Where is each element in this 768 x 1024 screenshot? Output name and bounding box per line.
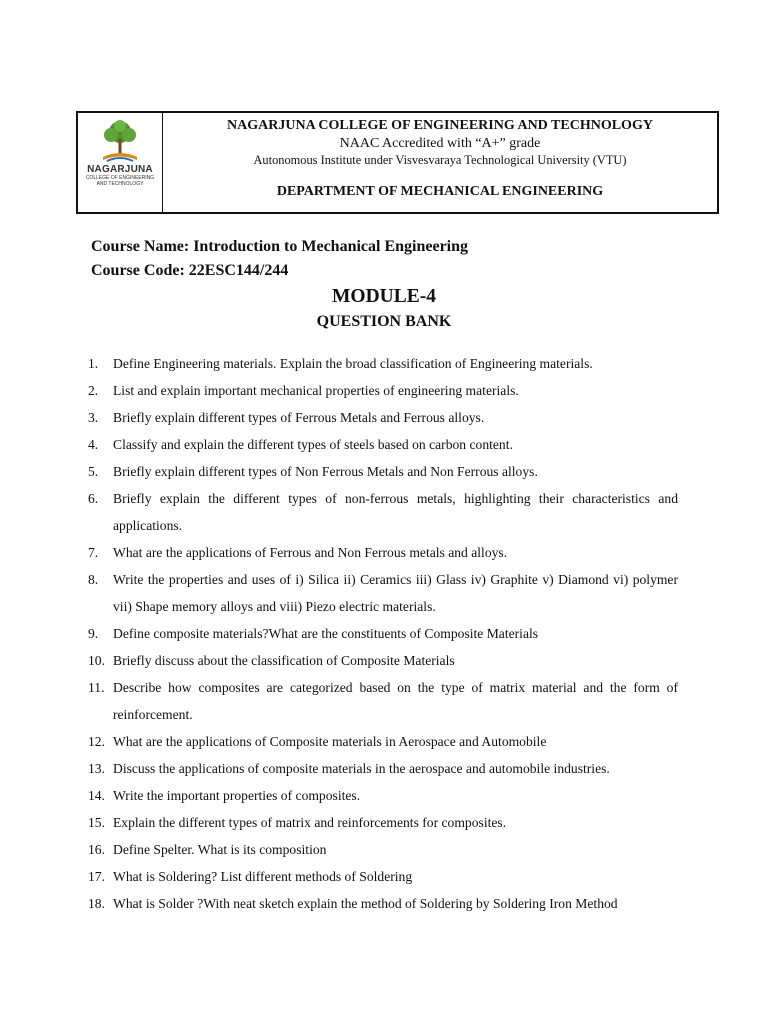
logo-wordmark: NAGARJUNA [87,164,153,175]
question-text: What are the applications of Ferrous and Non Ferrous metals and alloys. [113,545,508,560]
department-name: DEPARTMENT OF MECHANICAL ENGINEERING [276,184,604,199]
question-text: Briefly explain the different types of non-ferrous metals, highlighting their characteristics and applications. [113,491,678,533]
question-list [88,350,678,917]
question-item [88,782,678,809]
question-text: What is Soldering? List different methods of Soldering [113,869,413,884]
question-number: 11. [88,680,105,695]
question-text: Discuss the applications of composite materials in the aerospace and automobile industries. [113,761,610,776]
question-number: 14. [88,788,105,803]
question-text: Write the properties and uses of i) Silica ii) Ceramics iii) Glass iv) Graphite v) Diamond vi) polymer vii) Shape memory alloys and viii) Piezo electric materials. [113,572,678,614]
question-text: Define Spelter. What is its composition [113,842,327,857]
question-item [88,539,678,566]
question-item [88,458,678,485]
question-item [88,431,678,458]
question-item [88,566,678,620]
question-number: 13. [88,761,105,776]
header-box [76,111,719,214]
question-item [88,809,678,836]
logo-subtext: COLLEGE OF ENGINEERING AND TECHNOLOGY [85,175,155,187]
question-text: Explain the different types of matrix and reinforcements for composites. [113,815,507,830]
question-text: Classify and explain the different types of steels based on carbon content. [113,437,513,452]
question-text: What is Solder ?With neat sketch explain the method of Soldering by Soldering Iron Method [113,896,618,911]
question-number: 9. [88,626,99,641]
question-text: What are the applications of Composite materials in Aerospace and Automobile [113,734,547,749]
question-number: 18. [88,896,105,911]
question-item [88,647,678,674]
question-item [88,485,678,539]
module-title: MODULE-4 [332,286,436,307]
question-number: 12. [88,734,105,749]
question-number: 3. [88,410,99,425]
college-logo [78,113,163,212]
question-item [88,728,678,755]
question-text: Describe how composites are categorized based on the type of matrix material and the form of reinforcement. [113,680,678,722]
question-number: 8. [88,572,99,587]
question-number: 17. [88,869,105,884]
question-number: 5. [88,464,99,479]
tree-logo-icon [97,119,143,163]
question-number: 16. [88,842,105,857]
autonomy-line: Autonomous Institute under Visvesvaraya Technological University (VTU) [253,153,627,167]
question-number: 4. [88,437,99,452]
question-item [88,890,678,917]
question-item [88,863,678,890]
course-code: Course Code: 22ESC144/244 [91,262,289,279]
question-text: Define composite materials?What are the constituents of Composite Materials [113,626,539,641]
question-number: 15. [88,815,105,830]
question-item [88,620,678,647]
question-text: Define Engineering materials. Explain the broad classification of Engineering materials. [113,356,593,371]
question-number: 1. [88,356,99,371]
question-item [88,350,678,377]
question-text: Briefly explain different types of Ferrous Metals and Ferrous alloys. [113,410,485,425]
question-number: 6. [88,491,99,506]
question-number: 7. [88,545,99,560]
section-title: QUESTION BANK [316,313,452,330]
question-item [88,377,678,404]
course-name: Course Name: Introduction to Mechanical Engineering [91,238,469,255]
question-text: Write the important properties of composites. [113,788,361,803]
question-text: Briefly explain different types of Non Ferrous Metals and Non Ferrous alloys. [113,464,538,479]
question-number: 2. [88,383,99,398]
question-item [88,755,678,782]
question-text: List and explain important mechanical properties of engineering materials. [113,383,519,398]
accreditation-line: NAAC Accredited with “A+” grade [339,136,541,151]
question-item [88,674,678,728]
question-item [88,404,678,431]
header-text [163,113,717,212]
college-name: NAGARJUNA COLLEGE OF ENGINEERING AND TECHNOLOGY [227,118,653,133]
question-number: 10. [88,653,105,668]
question-text: Briefly discuss about the classification of Composite Materials [113,653,455,668]
question-item [88,836,678,863]
